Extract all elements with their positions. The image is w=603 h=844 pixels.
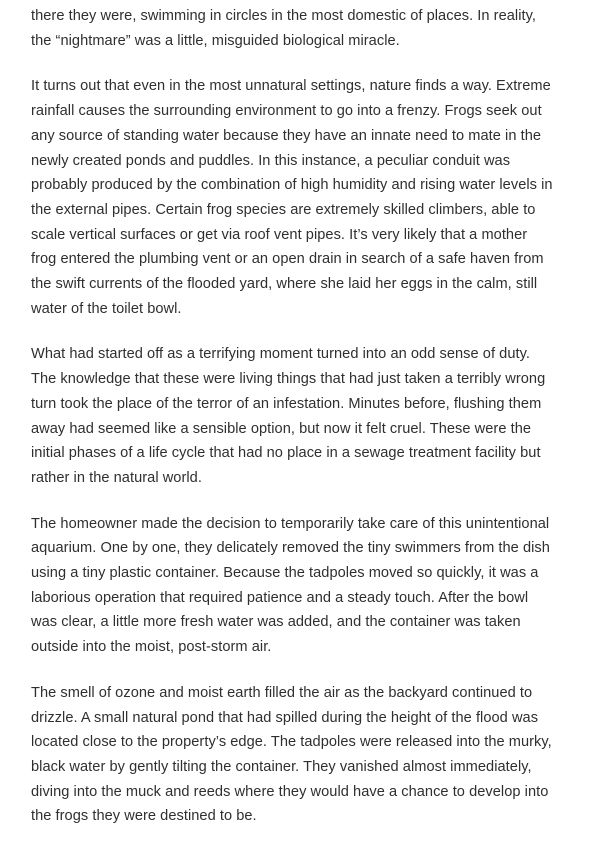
paragraph-intro-continuation: there they were, swimming in circles in the most domestic of places. In reality, the “nightmare” was a little, misguided biological miracle.	[31, 8, 536, 49]
paragraph-release-into-pond: The smell of ozone and moist earth filled the air as the backyard continued to drizzle. A small natural pond that had spilled during the height of the flood was located close to the property’s edge. The tadpoles were released into the murky, black water by gently tilting the container. They vanished almost immediately, diving into the muck and reeds where they would have a chance to develop into the frogs they were destined to be.	[31, 684, 552, 825]
article-body	[31, 4, 586, 829]
paragraph-homeowner-care: The homeowner made the decision to temporarily take care of this unintentional aquarium. One by one, they delicately removed the tiny swimmers from the dish using a tiny plastic container. Because the tadpoles moved so quickly, it was a laborious operation that required patience and a steady touch. After the bowl was clear, a little more fresh water was added, and the container was taken outside into the moist, post-storm air.	[31, 515, 550, 656]
paragraph-sense-of-duty: What had started off as a terrifying moment turned into an odd sense of duty. The knowledge that these were living things that had just taken a terribly wrong turn took the place of the terror of an infestation. Minutes before, flushing them away had seemed like a sensible option, but now it felt cruel. These were the initial phases of a life cycle that had no place in a sewage treatment facility but rather in the natural world.	[31, 346, 546, 486]
paragraph-nature-finds-a-way: It turns out that even in the most unnatural settings, nature finds a way. Extreme rainfall causes the surrounding environment to go into a frenzy. Frogs seek out any source of standing water because they have an innate need to mate in the newly created ponds and puddles. In this instance, a peculiar conduit was probably produced by the combination of high humidity and rising water levels in the external pipes. Certain frog species are extremely skilled climbers, able to scale vertical surfaces or get via roof vent pipes. It’s very likely that a mother frog entered the plumbing vent or an open drain in search of a safe haven from the swift currents of the flooded yard, where she laid her eggs in the calm, still water of the toilet bowl.	[31, 78, 553, 317]
